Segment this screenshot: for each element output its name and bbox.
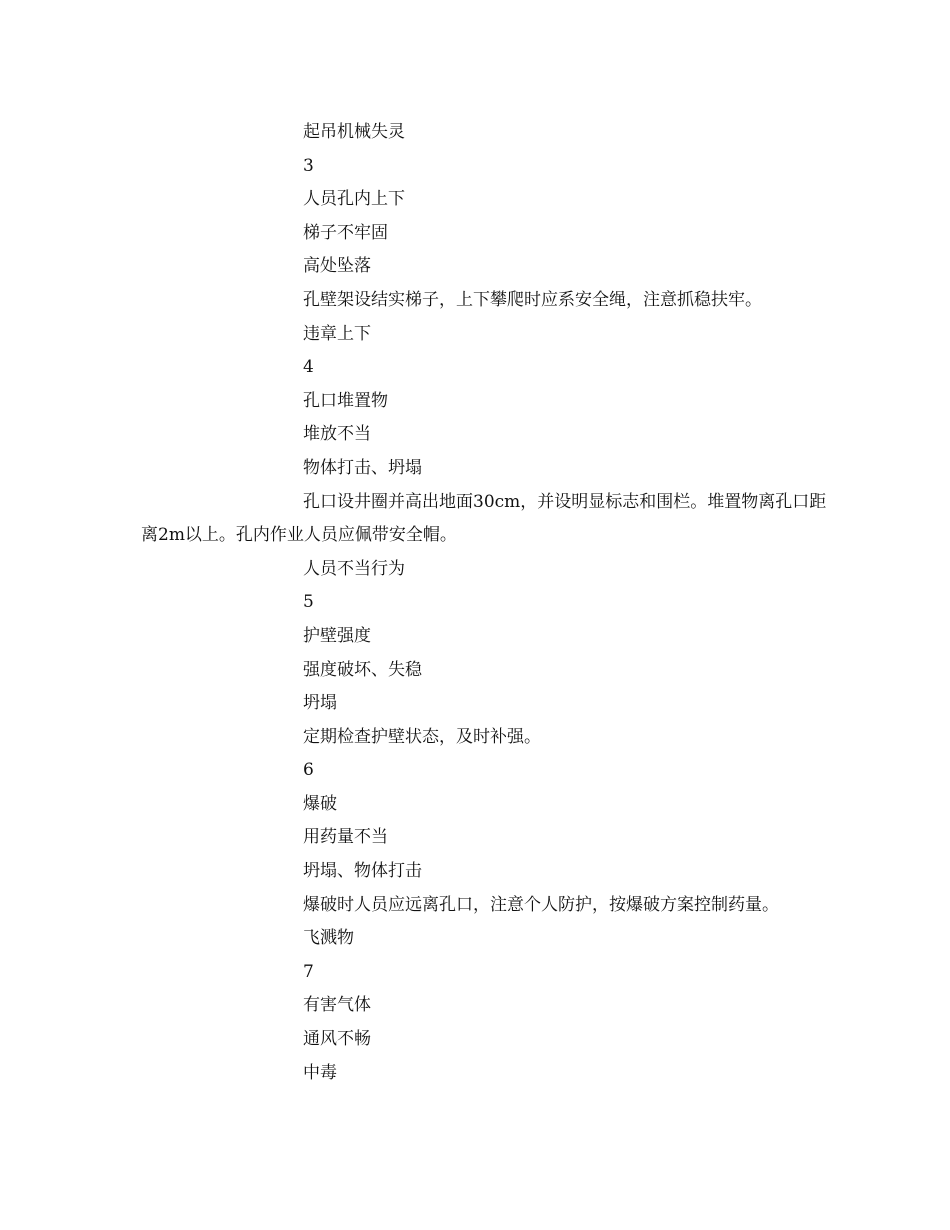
text-line: 违章上下 bbox=[303, 323, 371, 344]
text-line: 4 bbox=[303, 357, 314, 378]
text-line: 5 bbox=[303, 592, 314, 613]
text-line: 坍塌、物体打击 bbox=[303, 861, 422, 882]
text-line: 坍塌 bbox=[303, 693, 337, 714]
text-line: 堆放不当 bbox=[303, 424, 371, 445]
text-line: 通风不畅 bbox=[303, 1029, 371, 1050]
text-line: 定期检查护壁状态，及时补强。 bbox=[303, 726, 541, 747]
text-line: 强度破坏、失稳 bbox=[303, 659, 422, 680]
document-body bbox=[141, 116, 831, 1090]
text-line: 7 bbox=[303, 961, 314, 982]
text-line: 有害气体 bbox=[303, 995, 371, 1016]
text-line: 3 bbox=[303, 155, 314, 176]
text-line: 梯子不牢固 bbox=[303, 222, 388, 243]
text-line: 中毒 bbox=[303, 1062, 337, 1083]
text-line: 护壁强度 bbox=[303, 625, 371, 646]
text-line: 用药量不当 bbox=[303, 827, 388, 848]
text-line: 飞溅物 bbox=[303, 928, 354, 949]
text-line: 6 bbox=[303, 760, 314, 781]
wrapped-paragraph: 孔口设井圈并高出地面30cm，并设明显标志和围栏。堆置物离孔口距离2m以上。孔内作业人员应佩带安全帽。 bbox=[141, 491, 827, 546]
text-line: 高处坠落 bbox=[303, 256, 371, 277]
text-line: 起吊机械失灵 bbox=[303, 122, 405, 142]
text-line: 爆破 bbox=[303, 793, 337, 814]
text-line: 人员不当行为 bbox=[303, 558, 405, 579]
text-line: 人员孔内上下 bbox=[303, 189, 405, 210]
text-line: 爆破时人员应远离孔口，注意个人防护，按爆破方案控制药量。 bbox=[303, 894, 779, 915]
text-line: 孔壁架设结实梯子，上下攀爬时应系安全绳，注意抓稳扶牢。 bbox=[303, 289, 762, 310]
text-line: 孔口堆置物 bbox=[303, 390, 388, 411]
text-line: 物体打击、坍塌 bbox=[303, 457, 422, 478]
